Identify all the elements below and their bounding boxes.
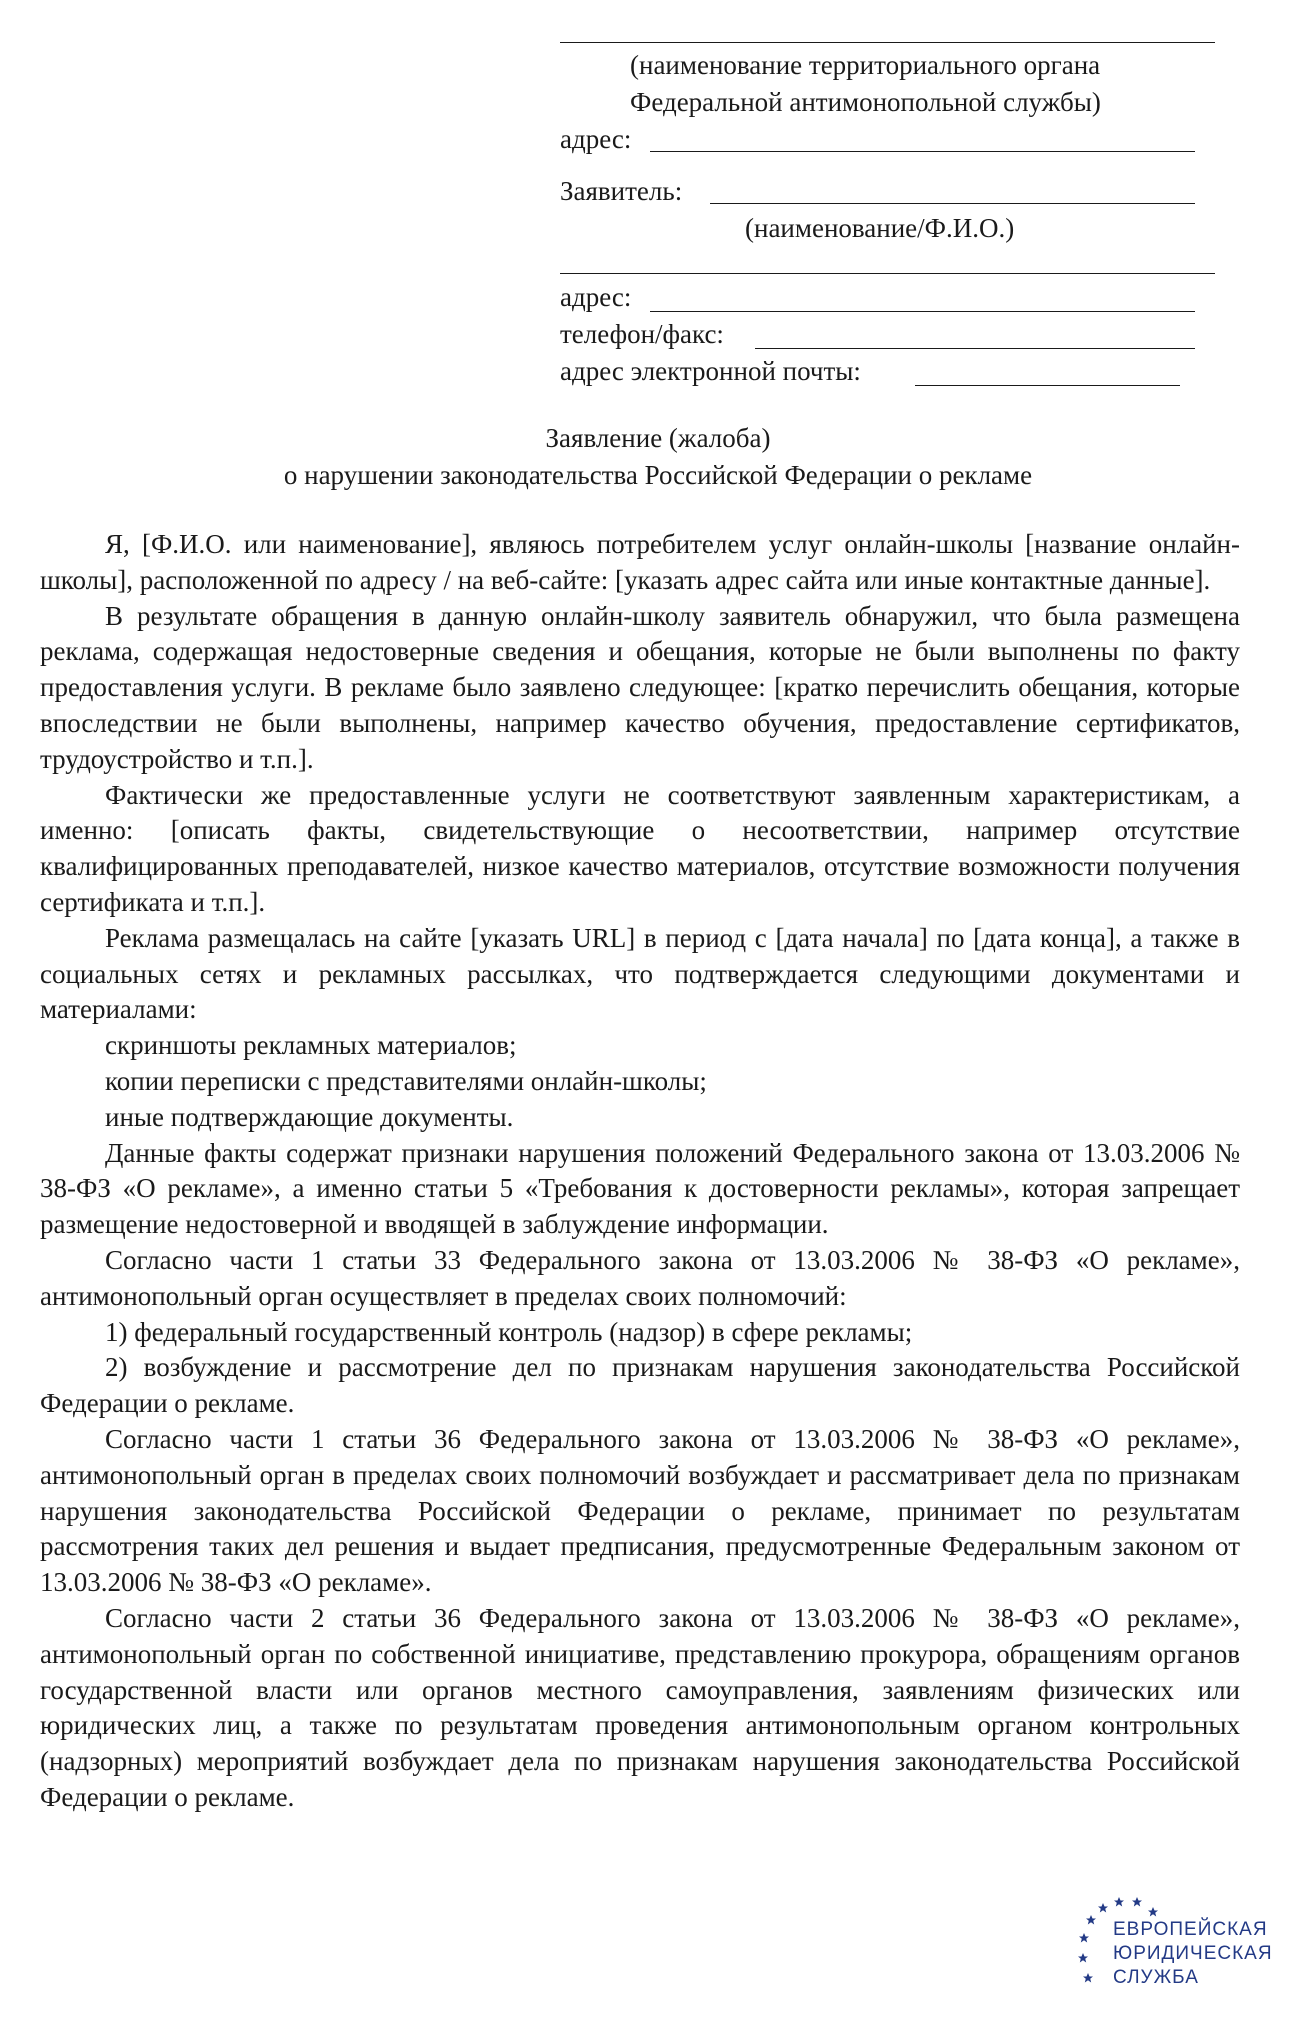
evidence-item-screenshots: скриншоты рекламных материалов; xyxy=(105,1030,517,1061)
paragraph-article-33: Согласно части 1 статьи 33 Федерального закона от 13.03.2006 № 38-ФЗ «О рекламе», антимонопольный орган осуществляет в пределах своих полномочий: xyxy=(40,1244,1240,1311)
company-logo xyxy=(1075,1888,1295,2028)
evidence-item-other-documents: иные подтверждающие документы. xyxy=(105,1101,514,1132)
paragraph-actual-services: Фактически же предоставленные услуги не соответствуют заявленным характеристикам, а именно: [описать факты, свидетельствующие о несоответствии, например отсутствие квалифицированных преподавателей, низкое качество материалов, отсутствие возможности получения сертификата и т.п.]. xyxy=(40,779,1240,917)
authority-caption-line-1: (наименование территориального органа xyxy=(630,50,1101,80)
email-label: адрес электронной почты: xyxy=(560,356,861,386)
paragraph-article-36-part-1: Согласно части 1 статьи 36 Федерального закона от 13.03.2006 № 38-ФЗ «О рекламе», антимонопольный орган в пределах своих полномочий возбуждает и рассматривает дела по признакам нарушения законодательства Российской Федерации о рекламе, принимает по результатам рассмотрения таких дел решения и выдает предписания, предусмотренные Федеральным законом от 13.03.2006 № 38-ФЗ «О рекламе». xyxy=(40,1423,1240,1598)
applicant-extra-line xyxy=(560,273,1215,274)
document-body xyxy=(40,527,1240,1816)
logo-line-1: ЕВРОПЕЙСКАЯ xyxy=(1113,1919,1268,1940)
applicant-address-line xyxy=(650,311,1195,312)
authority-caption-line-2: Федеральной антимонопольной службы) xyxy=(630,87,1101,117)
logo-line-2: ЮРИДИЧЕСКАЯ xyxy=(1113,1943,1273,1964)
applicant-label: Заявитель: xyxy=(560,176,683,206)
authority-address-line xyxy=(650,151,1195,152)
powers-item-2: 2) возбуждение и рассмотрение дел по признакам нарушения законодательства Российской Федерации о рекламе. xyxy=(40,1352,1240,1419)
powers-item-1: 1) федеральный государственный контроль (надзор) в сфере рекламы; xyxy=(105,1316,913,1347)
paragraph-applicant: Я, [Ф.И.О. или наименование], являюсь потребителем услуг онлайн-школы [название онлайн-школы], расположенной по адресу / на веб-сайте: [указать адрес сайта или иные контактные данные]. xyxy=(40,529,1240,595)
paragraph-advertising-claims: В результате обращения в данную онлайн-школу заявитель обнаружил, что была размещена реклама, содержащая недостоверные сведения и обещания, которые не были выполнены по факту предоставления услуги. В рекламе было заявлено следующее: [кратко перечислить обещания, которые впоследствии не были выполнены, например качество обучения, предоставление сертификатов, трудоустройство и т.п.]. xyxy=(40,600,1240,774)
applicant-name-line xyxy=(710,203,1195,204)
paragraph-article-36-part-2: Согласно части 2 статьи 36 Федерального закона от 13.03.2006 № 38-ФЗ «О рекламе», антимонопольный орган по собственной инициативе, представлению прокурора, обращениям органов государственной власти или органов местного самоуправления, заявлениям физических или юридических лиц, а также по результатам проведения антимонопольным органом контрольных (надзорных) мероприятий возбуждает дела по признакам нарушения законодательства Российской Федерации о рекламе. xyxy=(40,1602,1240,1812)
title-line-1: Заявление (жалоба) xyxy=(545,423,771,453)
email-line xyxy=(915,385,1180,386)
paragraph-placement: Реклама размещалась на сайте [указать URL] в период с [дата начала] по [дата конца], а также в социальных сетях и рекламных рассылках, что подтверждается следующими документами и материалами: xyxy=(40,922,1240,1025)
authority-name-line xyxy=(560,42,1215,43)
applicant-address-label: адрес: xyxy=(560,282,632,312)
applicant-caption: (наименование/Ф.И.О.) xyxy=(745,213,1015,243)
evidence-item-correspondence: копии переписки с представителями онлайн-школы; xyxy=(105,1065,707,1096)
logo-wordmark xyxy=(1113,1918,1273,1990)
authority-address-label: адрес: xyxy=(560,124,632,154)
document-title xyxy=(0,420,1316,494)
logo-line-3: СЛУЖБА xyxy=(1113,1967,1199,1988)
title-line-2: о нарушении законодательства Российской Федерации о рекламе xyxy=(283,460,1033,490)
paragraph-law-violation: Данные факты содержат признаки нарушения положений Федерального закона от 13.03.2006 № 38-ФЗ «О рекламе», а именно статьи 5 «Требования к достоверности рекламы», которая запрещает размещение недостоверной и вводящей в заблуждение информации. xyxy=(40,1137,1240,1240)
phone-line xyxy=(755,348,1195,349)
phone-label: телефон/факс: xyxy=(560,319,724,349)
